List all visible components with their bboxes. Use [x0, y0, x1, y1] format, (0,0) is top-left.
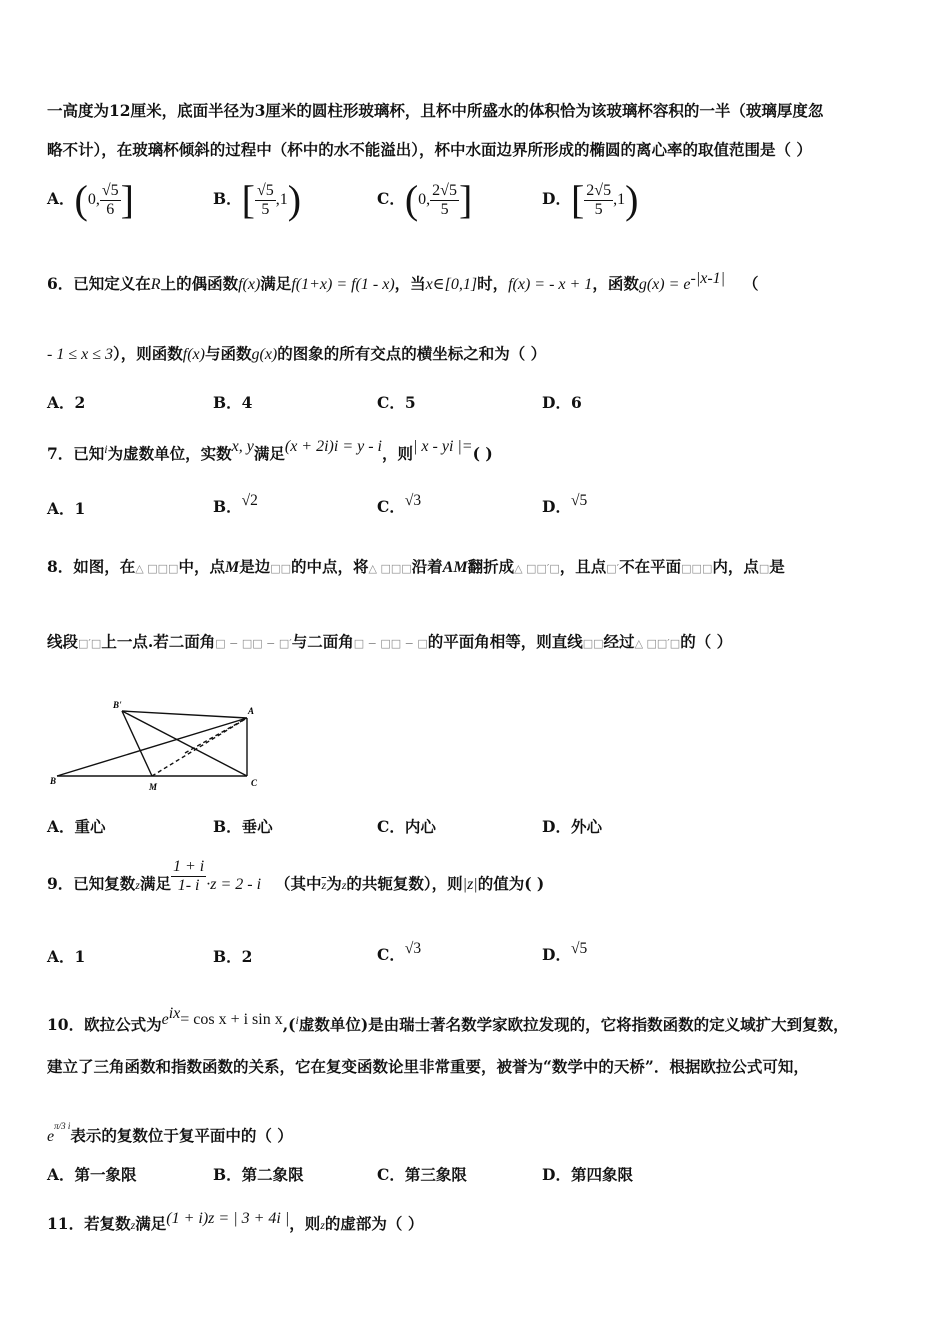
- q5-line2: 略不计），在玻璃杯倾斜的过程中（杯中的水不能溢出），杯中水面边界所形成的椭圆的离心率的取值范围是（ ）: [47, 140, 812, 159]
- q7-option-a: A．1: [47, 499, 86, 518]
- q8-option-a: A．重心: [47, 817, 106, 836]
- q10-option-a: A．第一象限: [47, 1165, 137, 1184]
- q9-option-b: B．2: [213, 947, 253, 966]
- q7-option-b: B．√2: [213, 492, 258, 516]
- q9-line1: 9．已知复数z满足 $\frac{1 + i}{1- i}$ ·z = 2 - i （其中$\overline{z}$为z的共轭复数），则|z|的值为( ): [47, 857, 545, 894]
- q6-line1: 6．已知定义在R上的偶函数f(x)满足f(1+x) = f(1 - x)，当x∈[0,1]时，f(x) = - x + 1，函数$g(x) = e^{-|x-1|}$ （: [47, 270, 759, 294]
- label-b: B: [50, 776, 57, 786]
- q6-option-d: D．6: [542, 393, 582, 412]
- edge-bp-a: [122, 711, 247, 718]
- q5-option-a: A．(0, $\frac{√5}{6}$ ]: [47, 177, 134, 222]
- q10-line3: $e^{\pi/3 i}$表示的复数位于复平面中的（ ）: [47, 1121, 293, 1145]
- q11-line1: 11．若复数z满足(1 + i)z = | 3 + 4i |，则z的虚部为（ ）: [47, 1210, 424, 1233]
- q8-option-d: D．外心: [542, 817, 602, 836]
- q10-option-b: B．第二象限: [213, 1165, 304, 1184]
- q7-line1: 7．已知$^i$为虚数单位，实数x, y满足(x + 2i)i = y - i，则| x - yi |=( ): [47, 438, 493, 463]
- edge-bp-m: [122, 711, 152, 776]
- q9-option-c: C．√3: [377, 940, 422, 964]
- q9-option-a: A．1: [47, 947, 86, 966]
- label-bprime: B': [113, 700, 122, 710]
- q8-line2: 线段□′□上一点.若二面角□ − □□ − □′与二面角□ − □□ − □的平面角相等，则直线□□经过△ □□′□的（ ）: [47, 632, 733, 651]
- q7-option-d: D．√5: [542, 492, 588, 516]
- q10-option-c: C．第三象限: [377, 1165, 467, 1184]
- label-c: C: [251, 778, 258, 788]
- edge-bp-c: [122, 711, 247, 776]
- q7-option-c: C．√3: [377, 492, 422, 516]
- q9-option-d: D．√5: [542, 940, 588, 964]
- label-m: M: [149, 782, 158, 792]
- q6-option-a: A．2: [47, 393, 86, 412]
- q6-option-c: C．5: [377, 393, 416, 412]
- q6-option-b: B．4: [213, 393, 253, 412]
- q10-option-d: D．第四象限: [542, 1165, 633, 1184]
- edge-m-a-dashed: [152, 718, 247, 776]
- q6-line2: - 1 ≤ x ≤ 3），则函数f(x)与函数g(x)的图象的所有交点的横坐标之和为（ ）: [47, 344, 547, 363]
- q8-line1: 8．如图，在△ □□□中，点M是边□□的中点，将△ □□□沿着AM翻折成△ □□′□，且点□′不在平面□□□内，点□是: [47, 557, 785, 576]
- label-a: A: [248, 706, 255, 716]
- q5-line1: 一高度为12厘米，底面半径为3厘米的圆柱形玻璃杯，且杯中所盛水的体积恰为该玻璃杯容积的一半（玻璃厚度忽: [47, 101, 824, 120]
- q8-figure: [47, 698, 272, 794]
- q10-line2: 建立了三角函数和指数函数的关系，它在复变函数论里非常重要，被誉为“数学中的天桥”．根据欧拉公式可知，: [47, 1057, 809, 1076]
- q8-option-b: B．垂心: [213, 817, 273, 836]
- q5-option-b: B．[ $\frac{√5}{5}$ ,1): [213, 177, 302, 222]
- q5-option-c: C．(0, $\frac{2√5}{5}$ ]: [377, 177, 473, 222]
- q5-option-d: D．[ $\frac{2√5}{5}$ ,1): [542, 177, 639, 222]
- q10-line1: 10．欧拉公式为$e^{ix}= \cos x + i$ sin x,($^i$虚数单位)是由瑞士著名数学家欧拉发现的，它将指数函数的定义域扩大到复数，: [47, 1005, 849, 1034]
- q8-option-c: C．内心: [377, 817, 436, 836]
